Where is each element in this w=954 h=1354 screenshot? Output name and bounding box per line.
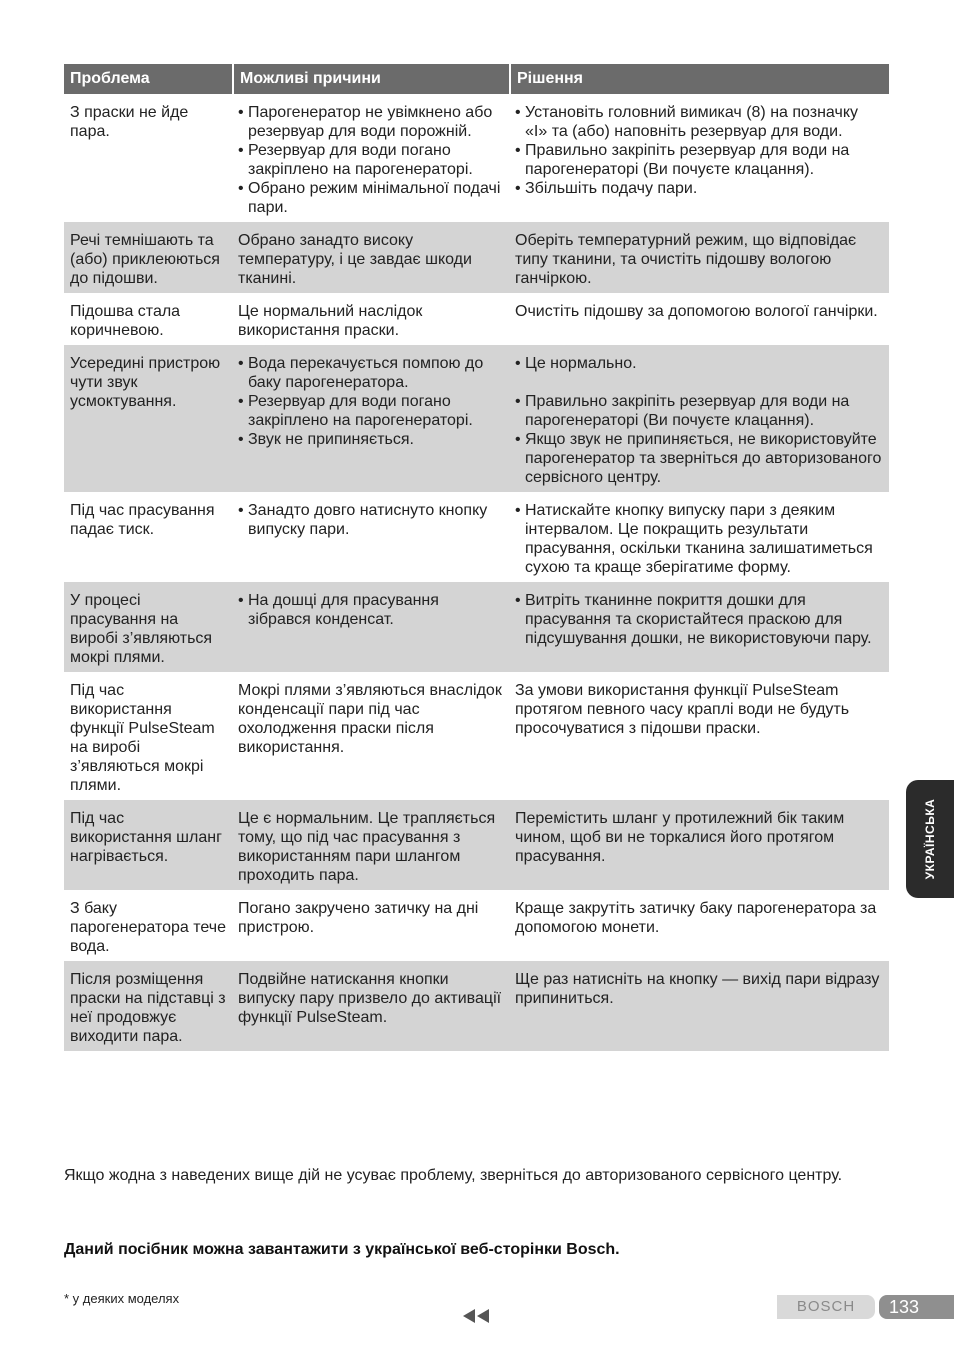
causes-cell: Обрано занадто високу температуру, і це завдає шкоди тканині. xyxy=(232,222,509,293)
cause-item: • Парогенератор не увімкнено або резервуар для води порожній. xyxy=(238,103,503,141)
problem-cell: Підошва стала коричневою. xyxy=(70,303,181,339)
header-problem: Проблема xyxy=(64,64,232,94)
problem-cell: З праски не йде пара. xyxy=(70,104,189,140)
solution-item: • Витріть тканинне покриття дошки для прасування та скористайтеся праскою для підсушування дошки, не використовуючи пару. xyxy=(515,591,883,648)
problem-cell: Усередині пристрою чути звук усмоктування. xyxy=(64,345,232,492)
solutions-cell: Ще раз натисніть на кнопку — вихід пари відразу припиниться. xyxy=(509,961,889,1051)
solution-item: • Збільшіть подачу пари. xyxy=(515,179,883,198)
causes-cell: Це нормальний наслідок використання праски. xyxy=(238,303,423,339)
troubleshooting-table xyxy=(64,64,889,1051)
table-header-row xyxy=(64,64,889,94)
table-row xyxy=(64,582,889,672)
page-number: 133 xyxy=(879,1295,954,1319)
download-note: Даний посібник можна завантажити з української веб-сторінки Bosch. xyxy=(64,1241,620,1258)
solutions-cell: Краще закрутіть затичку баку парогенератора за допомогою монети. xyxy=(515,900,877,936)
header-solutions: Рішення xyxy=(509,64,889,94)
cause-item: • Вода перекачується помпою до баку парогенератора. xyxy=(238,354,503,392)
cause-item: • На дошці для прасування зібрався конденсат. xyxy=(238,591,503,629)
solution-item: • Натискайте кнопку випуску пари з деяким інтервалом. Це покращить результати прасування, оскільки тканина залишатиметься сухою та краще зберігатиме форму. xyxy=(515,501,883,577)
solutions-cell xyxy=(509,94,889,222)
problem-cell: Речі темнішають та (або) приклеюються до підошви. xyxy=(64,222,232,293)
causes-cell: Подвійне натискання кнопки випуску пару призвело до активації функції PulseSteam. xyxy=(232,961,509,1051)
causes-cell xyxy=(232,345,509,492)
table-row xyxy=(64,222,889,293)
problem-cell: Після розміщення праски на підставці з неї продовжує виходити пара. xyxy=(64,961,232,1051)
solutions-cell: За умови використання функції PulseSteam протягом певного часу краплі води не будуть просочуватися з підошви праски. xyxy=(515,682,850,737)
solutions-cell xyxy=(509,492,889,582)
causes-cell xyxy=(232,492,509,582)
causes-cell xyxy=(232,582,509,672)
cause-item: • Резервуар для води погано закріплено на парогенераторі. xyxy=(238,392,503,430)
solution-item: • Правильно закріпіть резервуар для води на парогенераторі (Ви почуєте клацання). xyxy=(515,392,883,430)
header-causes: Можливі причини xyxy=(232,64,509,94)
solutions-cell: Перемістить шланг у протилежний бік таким чином, щоб ви не торкалися його протягом прасування. xyxy=(509,800,889,890)
language-tab-label: УКРАЇНСЬКА xyxy=(923,798,937,880)
table-row xyxy=(64,94,889,222)
service-center-note: Якщо жодна з наведених вище дій не усуває проблему, зверніться до авторизованого сервісного центру. xyxy=(64,1167,843,1184)
footnote: * у деяких моделях xyxy=(64,1291,180,1306)
table-row xyxy=(64,345,889,492)
solution-item: • Установіть головний вимикач (8) на позначку «I» та (або) наповніть резервуар для води. xyxy=(515,103,883,141)
cause-item: • Звук не припиняється. xyxy=(238,430,503,449)
solutions-cell xyxy=(509,345,889,492)
table-row xyxy=(64,293,889,345)
language-tab xyxy=(906,780,954,898)
causes-cell xyxy=(232,94,509,222)
cause-item: • Резервуар для води погано закріплено на парогенераторі. xyxy=(238,141,503,179)
solution-item: • Правильно закріпіть резервуар для води на парогенераторі (Ви почуєте клацання). xyxy=(515,141,883,179)
brand-label: BOSCH xyxy=(777,1295,875,1319)
table-row xyxy=(64,890,889,961)
cause-item: • Обрано режим мінімальної подачі пари. xyxy=(238,179,503,217)
problem-cell: У процесі прасування на виробі з’являються мокрі плями. xyxy=(64,582,232,672)
causes-cell: Мокрі плями з’являються внаслідок конденсації пари під час охолодження праски після використання. xyxy=(238,682,502,756)
solutions-cell xyxy=(509,582,889,672)
solution-item: • Якщо звук не припиняється, не використовуйте парогенератор та зверніться до авторизованого сервісного центру. xyxy=(515,430,883,487)
solutions-cell: Оберіть температурний режим, що відповідає типу тканини, та очистіть підошву вологою ганчіркою. xyxy=(509,222,889,293)
problem-cell: Під час використання шланг нагрівається. xyxy=(64,800,232,890)
cause-item: • Занадто довго натиснуто кнопку випуску пари. xyxy=(238,501,503,539)
table-row xyxy=(64,800,889,890)
causes-cell: Це є нормальним. Це трапляється тому, що під час прасування з використанням пари шлангом проходить пара. xyxy=(232,800,509,890)
table-row xyxy=(64,492,889,582)
table-row xyxy=(64,672,889,800)
problem-cell: Під час використання функції PulseSteam на виробі з’являються мокрі плями. xyxy=(70,682,215,794)
causes-cell: Погано закручено затичку на дні пристрою. xyxy=(238,900,479,936)
table-row xyxy=(64,961,889,1051)
problem-cell: Під час прасування падає тиск. xyxy=(70,502,215,538)
previous-page-arrows-icon[interactable] xyxy=(463,1306,493,1326)
problem-cell: З баку парогенератора тече вода. xyxy=(70,900,226,955)
solution-item: • Це нормально. xyxy=(515,354,883,373)
solutions-cell: Очистіть підошву за допомогою вологої ганчірки. xyxy=(515,303,878,320)
